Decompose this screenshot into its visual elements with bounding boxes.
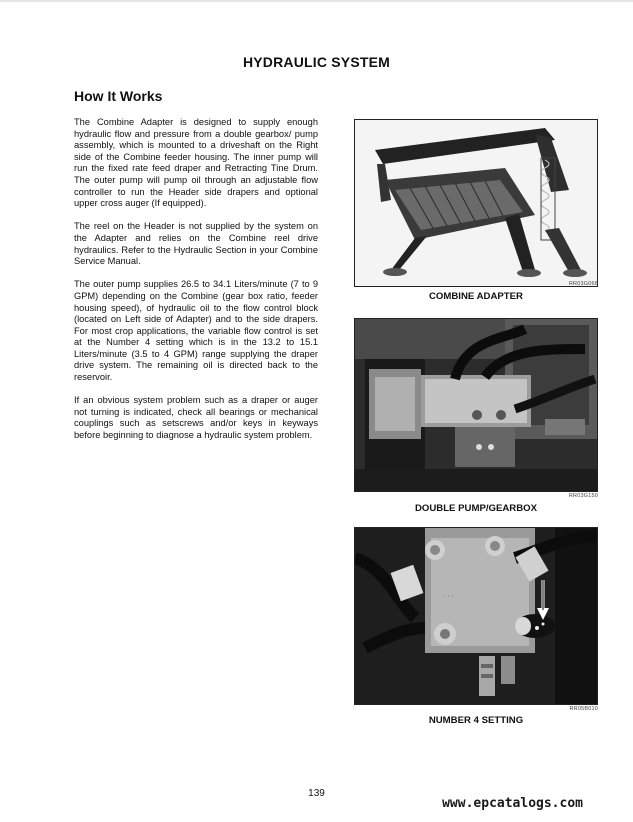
combine-adapter-photo	[354, 119, 598, 287]
figure-code: RR03G068	[568, 281, 598, 287]
figure-code: RR03G150	[568, 493, 598, 499]
page-top-rule	[0, 0, 633, 2]
figure-number-4-setting	[354, 527, 598, 727]
body-text	[74, 117, 318, 453]
svg-text:· · ·: · · ·	[443, 593, 454, 600]
watermark: www.epcatalogs.com	[442, 796, 583, 811]
paragraph: The outer pump supplies 26.5 to 34.1 Liters/minute (7 to 9 GPM) depending on the Combine (gear box ratio, feeder housing speed), of hydraulic oil to the flow control block (located on Left side of Adapter) and to the side drapers. For most crop applications, the variable flow control is set at the Number 4 setting which is in the 13.2 to 15.1 Liters/minute (3.5 to 4 GPM) range supplying the draper drive system. The remaining oil is directed back to the reservoir.	[74, 279, 318, 383]
figure-code: RR05B010	[569, 706, 598, 712]
page-title: HYDRAULIC SYSTEM	[242, 54, 391, 70]
page-number: 139	[308, 788, 325, 799]
figure-double-pump-gearbox	[354, 318, 598, 518]
section-heading: How It Works	[74, 88, 163, 104]
double-pump-gearbox-photo	[354, 318, 598, 492]
paragraph: The reel on the Header is not supplied by the system on the Adapter and relies on the Combine reel drive hydraulics. Refer to the Hydraulic Section in your Combine Service Manual.	[74, 221, 318, 267]
figure-caption: NUMBER 4 SETTING	[428, 715, 524, 726]
figure-caption: COMBINE ADAPTER	[429, 291, 523, 302]
figure-caption: DOUBLE PUMP/GEARBOX	[414, 503, 538, 514]
paragraph: The Combine Adapter is designed to supply enough hydraulic flow and pressure from a double gearbox/ pump assembly, which is mounted to a driveshaft on the Right side of the Combine feeder housing. The inner pump will run the fixed rate feed draper and Retracting Tine Drum. The outer pump will pump oil through an adjustable flow controller to run the Header side drapers and optional upper cross auger (If equipped).	[74, 117, 318, 209]
paragraph: If an obvious system problem such as a draper or auger not turning is indicated, check all bearings or mechanical couplings such as setscrews and/or keys in keyways before beginning to diagnose a hydraulic system problem.	[74, 395, 318, 441]
figure-combine-adapter	[354, 119, 598, 305]
number-4-setting-photo	[354, 527, 598, 705]
